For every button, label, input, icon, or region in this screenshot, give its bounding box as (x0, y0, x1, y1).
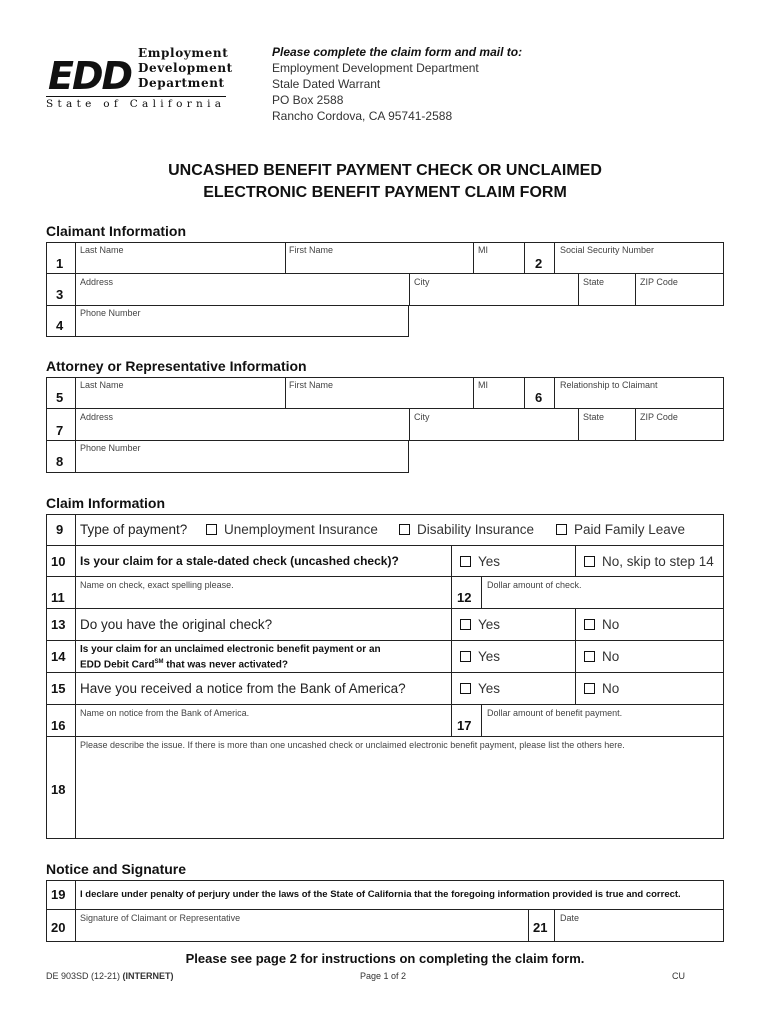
attorney-first-name-label: First Name (289, 380, 334, 390)
form-id-text: DE 903SD (12-21) (46, 971, 123, 981)
claimant-last-name-field[interactable] (76, 243, 285, 273)
check-amount-field[interactable] (482, 577, 723, 608)
option-disability-insurance: Disability Insurance (417, 522, 535, 537)
describe-issue-label: Please describe the issue. If there is more than one uncashed check or unclaimed electronic benefit payment, please list the others here. (80, 740, 625, 750)
signature-label: Signature of Claimant or Representative (80, 913, 241, 923)
claimant-mi-label: MI (478, 245, 488, 255)
mailing-line-4: Rancho Cordova, CA 95741-2588 (272, 109, 453, 123)
divider (524, 378, 525, 408)
divider (75, 546, 76, 576)
form-title (0, 160, 770, 204)
section-claimant-title: Claimant Information (46, 223, 187, 239)
checkbox-original-yes[interactable] (460, 619, 471, 630)
claimant-zip-label: ZIP Code (640, 277, 678, 287)
mailing-address (272, 44, 522, 124)
mailing-line-2: Stale Dated Warrant (272, 77, 381, 91)
claimant-state-label: State (583, 277, 605, 287)
divider (575, 641, 576, 672)
date-label: Date (560, 913, 580, 923)
option-electronic-no: No (602, 649, 620, 664)
field-number-4: 4 (56, 318, 64, 333)
option-paid-family-leave: Paid Family Leave (574, 522, 686, 537)
form-id-internet: (INTERNET) (122, 971, 174, 981)
attorney-city-label: City (414, 412, 430, 422)
electronic-payment-question (80, 643, 381, 671)
field-number-19: 19 (51, 887, 66, 902)
divider (575, 609, 576, 640)
divider (75, 881, 76, 909)
form-code: CU (672, 971, 685, 981)
divider (75, 641, 76, 672)
electronic-payment-question-line-2 (80, 656, 381, 671)
service-mark: SM (154, 659, 164, 665)
describe-issue-field[interactable] (76, 737, 723, 838)
mailing-line-1: Employment Development Department (272, 61, 479, 75)
claim-row-16 (46, 704, 724, 737)
debit-card-text: EDD Debit Card (80, 659, 155, 671)
divider (451, 641, 452, 672)
divider (451, 609, 452, 640)
checkbox-notice-yes[interactable] (460, 683, 471, 694)
claimant-city-field[interactable] (410, 274, 578, 305)
option-notice-yes: Yes (478, 681, 501, 696)
checkbox-unemployment-insurance[interactable] (206, 524, 217, 535)
signature-row-19 (46, 880, 724, 910)
attorney-address-field[interactable] (76, 409, 409, 440)
option-stale-no: No, skip to step 14 (602, 554, 714, 569)
attorney-row-phone (46, 440, 409, 473)
logo-line-3: Department (138, 76, 225, 90)
section-attorney-title: Attorney or Representative Information (46, 358, 307, 374)
attorney-mi-label: MI (478, 380, 488, 390)
form-title-line-2: ELECTRONIC BENEFIT PAYMENT CLAIM FORM (203, 184, 567, 201)
claimant-row-phone (46, 305, 409, 337)
section-signature-title: Notice and Signature (46, 861, 187, 877)
claimant-address-label: Address (80, 277, 114, 287)
attorney-last-name-field[interactable] (76, 378, 285, 408)
attorney-state-field[interactable] (579, 409, 635, 440)
field-number-6: 6 (535, 390, 543, 405)
claimant-first-name-label: First Name (289, 245, 334, 255)
attorney-city-field[interactable] (410, 409, 578, 440)
claimant-phone-label: Phone Number (80, 308, 141, 318)
divider (524, 243, 525, 273)
field-number-16: 16 (51, 718, 66, 733)
divider (75, 673, 76, 704)
checkbox-electronic-no[interactable] (584, 651, 595, 662)
section-claim-title: Claim Information (46, 495, 166, 511)
divider (451, 577, 452, 608)
attorney-row-name (46, 377, 724, 409)
never-activated-text: that was never activated? (163, 659, 288, 671)
mailing-line-3: PO Box 2588 (272, 93, 344, 107)
divider (528, 910, 529, 941)
perjury-declaration: I declare under penalty of perjury under the laws of the State of California that the foregoing information provided is true and correct. (80, 889, 681, 900)
divider (575, 546, 576, 576)
page-number: Page 1 of 2 (360, 971, 407, 981)
checkbox-paid-family-leave[interactable] (556, 524, 567, 535)
attorney-address-label: Address (80, 412, 114, 422)
attorney-zip-label: ZIP Code (640, 412, 678, 422)
benefit-amount-field[interactable] (482, 705, 723, 736)
claimant-row-name (46, 242, 724, 274)
edd-logo (46, 46, 233, 112)
name-on-check-label: Name on check, exact spelling please. (80, 580, 234, 590)
checkbox-original-no[interactable] (584, 619, 595, 630)
logo-line-2: Development (138, 61, 233, 75)
field-number-2: 2 (535, 256, 543, 271)
logo-rule (46, 96, 226, 97)
name-on-notice-label: Name on notice from the Bank of America. (80, 708, 250, 718)
attorney-zip-field[interactable] (636, 409, 723, 440)
claimant-zip-field[interactable] (636, 274, 723, 305)
mailing-heading: Please complete the claim form and mail to: (272, 45, 523, 59)
divider (75, 515, 76, 545)
divider (575, 673, 576, 704)
divider (451, 705, 452, 736)
attorney-first-name-field[interactable] (286, 378, 473, 408)
checkbox-disability-insurance[interactable] (399, 524, 410, 535)
benefit-amount-label: Dollar amount of benefit payment. (487, 708, 623, 718)
field-number-11: 11 (51, 590, 65, 605)
field-number-5: 5 (56, 390, 64, 405)
field-number-17: 17 (457, 718, 472, 733)
signature-field[interactable] (76, 910, 528, 941)
option-original-no: No (602, 617, 620, 632)
claimant-ssn-label: Social Security Number (560, 245, 655, 255)
attorney-last-name-label: Last Name (80, 380, 124, 390)
name-on-check-field[interactable] (76, 577, 451, 608)
payment-type-question: Type of payment? (80, 522, 188, 537)
bank-notice-question: Have you received a notice from the Bank of America? (80, 681, 406, 696)
form-title-line-1: UNCASHED BENEFIT PAYMENT CHECK OR UNCLAIMED (168, 162, 602, 179)
field-number-7: 7 (56, 423, 64, 438)
claimant-state-field[interactable] (579, 274, 635, 305)
edd-logo-department (138, 46, 233, 91)
stale-dated-question: Is your claim for a stale-dated check (uncashed check)? (80, 554, 399, 568)
divider (451, 546, 452, 576)
field-number-20: 20 (51, 920, 66, 935)
option-electronic-yes: Yes (478, 649, 501, 664)
checkbox-stale-yes[interactable] (460, 556, 471, 567)
claimant-mi-field[interactable] (474, 243, 524, 273)
check-amount-label: Dollar amount of check. (487, 580, 582, 590)
claimant-row-address (46, 273, 724, 306)
option-notice-no: No (602, 681, 620, 696)
divider (451, 673, 452, 704)
field-number-15: 15 (51, 681, 66, 696)
claimant-first-name-field[interactable] (286, 243, 473, 273)
edd-logo-abbr: EDD (48, 54, 132, 98)
name-on-notice-field[interactable] (76, 705, 451, 736)
field-number-13: 13 (51, 617, 66, 632)
attorney-relationship-field[interactable] (555, 378, 723, 408)
divider (75, 609, 76, 640)
claim-row-15 (46, 672, 724, 705)
field-number-21: 21 (533, 920, 548, 935)
field-number-3: 3 (56, 287, 64, 302)
claim-row-18 (46, 736, 724, 839)
logo-line-1: Employment (138, 46, 229, 60)
claimant-last-name-label: Last Name (80, 245, 124, 255)
form-id (46, 971, 174, 981)
attorney-relationship-label: Relationship to Claimant (560, 380, 658, 390)
claim-row-9 (46, 514, 724, 546)
claimant-ssn-field[interactable] (555, 243, 723, 273)
checkbox-stale-no[interactable] (584, 556, 595, 567)
claim-row-10 (46, 545, 724, 577)
attorney-state-label: State (583, 412, 605, 422)
field-number-18: 18 (51, 782, 66, 797)
field-number-9: 9 (56, 522, 64, 537)
date-field[interactable] (555, 910, 723, 941)
instructions-note: Please see page 2 for instructions on completing the claim form. (185, 951, 585, 966)
claimant-phone-field[interactable] (76, 306, 408, 336)
logo-state: State of California (46, 98, 226, 110)
attorney-phone-label: Phone Number (80, 443, 141, 453)
option-original-yes: Yes (478, 617, 501, 632)
original-check-question: Do you have the original check? (80, 617, 273, 632)
field-number-10: 10 (51, 554, 66, 569)
claimant-city-label: City (414, 277, 430, 287)
field-number-8: 8 (56, 454, 64, 469)
checkbox-electronic-yes[interactable] (460, 651, 471, 662)
signature-row-20 (46, 909, 724, 942)
attorney-mi-field[interactable] (474, 378, 524, 408)
field-number-14: 14 (51, 649, 66, 664)
claim-row-13 (46, 608, 724, 641)
electronic-payment-question-line-1: Is your claim for an unclaimed electronic benefit payment or an (80, 644, 381, 655)
claimant-address-field[interactable] (76, 274, 409, 305)
claim-row-11 (46, 576, 724, 609)
field-number-1: 1 (56, 256, 64, 271)
claim-row-14 (46, 640, 724, 673)
option-stale-yes: Yes (478, 554, 501, 569)
field-number-12: 12 (457, 590, 472, 605)
attorney-phone-field[interactable] (76, 441, 408, 472)
attorney-row-address (46, 408, 724, 441)
checkbox-notice-no[interactable] (584, 683, 595, 694)
option-unemployment-insurance: Unemployment Insurance (224, 522, 378, 537)
